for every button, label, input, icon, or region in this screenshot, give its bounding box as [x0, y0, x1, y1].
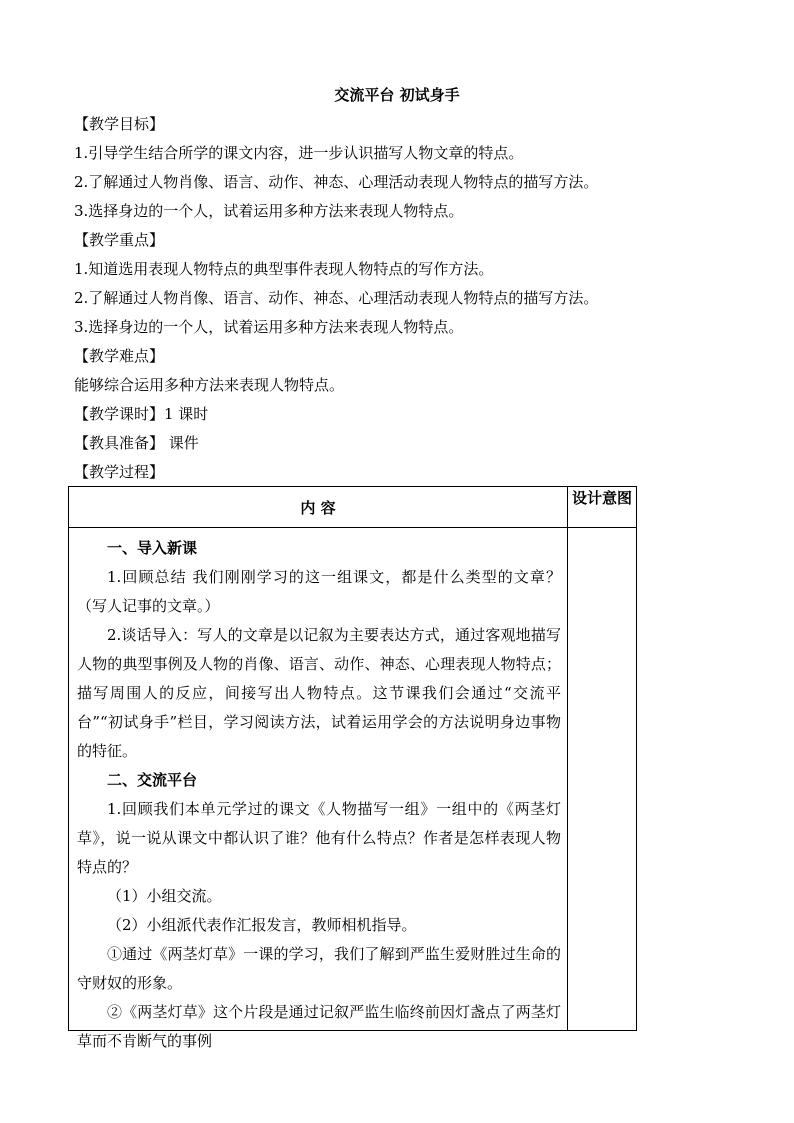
header-design-cell	[568, 487, 637, 528]
section-1-title: 一、导入新课	[107, 539, 198, 557]
process-heading: 【教学过程】	[74, 463, 165, 481]
teaching-hours: 【教学课时】1 课时	[74, 405, 209, 423]
difficulty-heading: 【教学难点】	[74, 347, 165, 365]
content-cell	[69, 528, 568, 1050]
key-point-item-2: 2.了解通过人物肖像、语言、动作、神态、心理活动表现人物特点的描写方法。	[74, 289, 599, 307]
objective-item-1: 1.引导学生结合所学的课文内容，进一步认识描写人物文章的特点。	[74, 144, 524, 162]
header-content-label: 内 容	[300, 498, 336, 517]
objective-item-2: 2.了解通过人物肖像、语言、动作、神态、心理活动表现人物特点的描写方法。	[74, 173, 599, 191]
section-2-paragraph-2: （1）小组交流。	[107, 887, 222, 905]
difficulty-text: 能够综合运用多种方法来表现人物特点。	[74, 376, 345, 394]
section-2-paragraph-1: 1.回顾我们本单元学过的课文《人物描写一组》一组中的《两茎灯草》，说一说从课文中都认识了谁？他有什么特点？作者是怎样表现人物特点的？	[77, 800, 561, 876]
section-1-paragraph-2: 2.谈话导入：写人的文章是以记叙为主要表达方式，通过客观地描写人物的典型事例及人物的肖像、语言、动作、神态、心理表现人物特点；描写周围人的反应，间接写出人物特点。这节课我们会通过“交流平台”“初试身手”栏目，学习阅读方法，试着运用学会的方法说明身边事物的特征。	[77, 626, 561, 760]
section-2-paragraph-4: ①通过《两茎灯草》一课的学习，我们了解到严监生爱财胜过生命的守财奴的形象。	[77, 945, 561, 992]
objectives-heading: 【教学目标】	[74, 115, 165, 133]
teaching-process-table	[68, 486, 637, 1050]
key-points-heading: 【教学重点】	[74, 231, 165, 249]
key-point-item-1: 1.知道选用表现人物特点的典型事件表现人物特点的写作方法。	[74, 260, 494, 278]
teaching-tools: 【教具准备】 课件	[74, 434, 199, 452]
objective-item-3: 3.选择身边的一个人，试着运用多种方法来表现人物特点。	[74, 202, 464, 220]
section-2-paragraph-3: （2）小组派代表作汇报发言，教师相机指导。	[107, 916, 417, 934]
page-title: 交流平台 初试身手	[334, 86, 460, 104]
key-point-item-3: 3.选择身边的一个人，试着运用多种方法来表现人物特点。	[74, 318, 464, 336]
header-content-cell	[69, 487, 568, 528]
header-design-label: 设计意图	[571, 489, 632, 507]
section-1-paragraph-1: 1.回顾总结 我们刚刚学习的这一组课文，都是什么类型的文章？（写人记事的文章。）	[77, 568, 561, 615]
design-intent-cell	[568, 528, 637, 1031]
section-2-title: 二、交流平台	[107, 771, 198, 789]
section-2-paragraph-5: ②《两茎灯草》这个片段是通过记叙严监生临终前因灯盏点了两茎灯草而不肯断气的事例	[77, 1003, 561, 1050]
